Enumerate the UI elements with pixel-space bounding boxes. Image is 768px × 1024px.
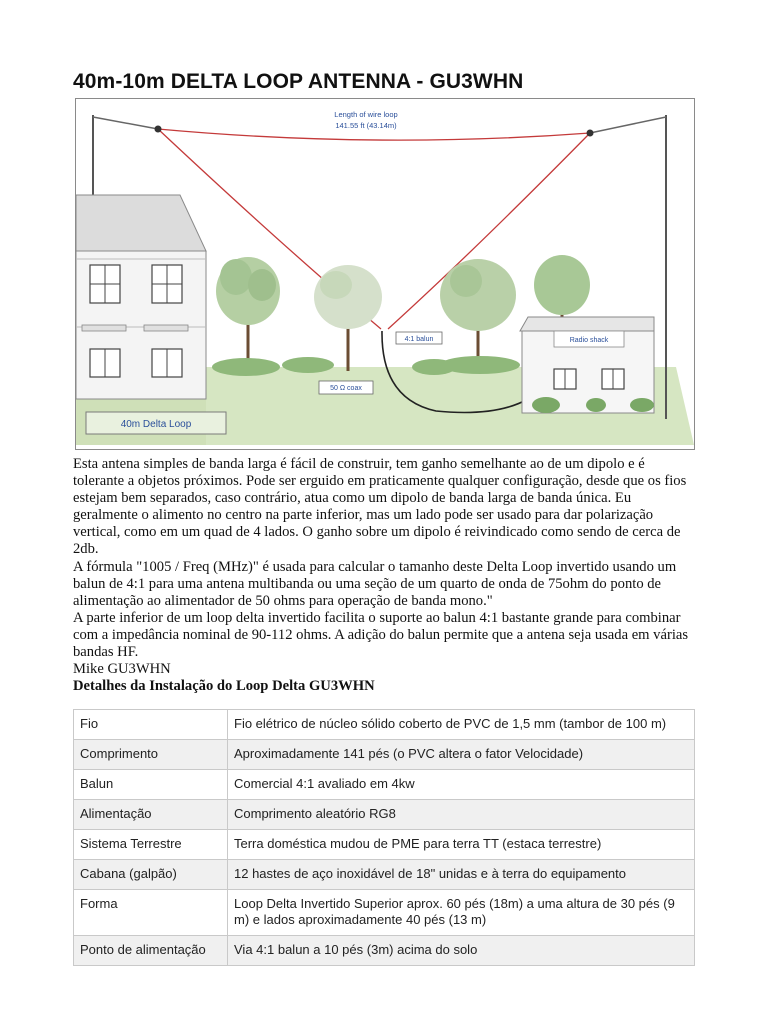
spec-key: Ponto de alimentação (74, 936, 228, 966)
author-signature: Mike GU3WHN (73, 661, 171, 678)
antenna-illustration (75, 98, 695, 450)
paragraph-balun: A parte inferior de um loop delta invertido facilita o suporte ao balun 4:1 bastante grande para combinar com a impedância nominal de 90-112 ohms. A adição do balun permite que a antena seja usada em várias bandas HF. (73, 609, 689, 661)
table-row (74, 770, 695, 800)
spec-value: 12 hastes de aço inoxidável de 18" unidas e à terra do equipamento (228, 860, 695, 890)
spec-value: Aproximadamente 141 pés (o PVC altera o fator Velocidade) (228, 740, 695, 770)
spec-key: Comprimento (74, 740, 228, 770)
insulator-left (155, 126, 162, 133)
tree-left (216, 257, 280, 371)
table-row (74, 860, 695, 890)
paragraph-intro: Esta antena simples de banda larga é fácil de construir, tem ganho semelhante ao de um dipolo e é tolerante a objetos próximos. Pode ser erguido em praticamente qualquer configuração, desde que os fios estejam bem separados, caso contrário, atua como um dipolo de banda larga de banda única. Eu geralmente o alimento no centro na parte inferior, mas um lado pode ser usado para dar polarização vertical, como em um quad de 4 lados. O ganho sobre um dipolo é reivindicado como sendo de cerca de 2db. (73, 456, 687, 558)
insulator-right (587, 130, 594, 137)
spec-key: Fio (74, 710, 228, 740)
table-row (74, 890, 695, 936)
spec-value: Loop Delta Invertido Superior aprox. 60 pés (18m) a uma altura de 30 pés (9 m) e lados aproximadamente 40 pés (13 m) (228, 890, 695, 936)
section-heading: Detalhes da Instalação do Loop Delta GU3WHN (73, 678, 375, 695)
wire-length-label: Length of wire loop (334, 110, 398, 119)
installation-details-table (73, 709, 695, 966)
delta-loop-wire (158, 129, 590, 140)
paragraph-formula: A fórmula "1005 / Freq (MHz)" é usada para calcular o tamanho deste Delta Loop invertido usando um balun de 4:1 para uma antena multibanda ou uma seção de um quarto de onda de 75ohm do ponto de alimentação ao alimentador de 50 ohms para operação de banda mono." (73, 558, 677, 609)
wire-length-value: 141.55 ft (43.14m) (335, 121, 397, 130)
article-body (73, 456, 698, 695)
table-row (74, 830, 695, 860)
table-row (74, 800, 695, 830)
tree-middle (314, 265, 382, 371)
spec-value: Fio elétrico de núcleo sólido coberto de PVC de 1,5 mm (tambor de 100 m) (228, 710, 695, 740)
table-row (74, 710, 695, 740)
spec-value: Terra doméstica mudou de PME para terra TT (estaca terrestre) (228, 830, 695, 860)
spec-value: Comercial 4:1 avaliado em 4kw (228, 770, 695, 800)
table-row (74, 740, 695, 770)
page-title: 40m-10m DELTA LOOP ANTENNA - GU3WHN (73, 70, 524, 93)
balun-label: 4:1 balun (404, 336, 434, 343)
tree-right (440, 259, 516, 371)
spec-key: Sistema Terrestre (74, 830, 228, 860)
spec-key: Balun (74, 770, 228, 800)
coax-label: 50 Ω coax (330, 385, 362, 392)
spec-key: Cabana (galpão) (74, 860, 228, 890)
spec-key: Alimentação (74, 800, 228, 830)
spec-value: Comprimento aleatório RG8 (228, 800, 695, 830)
loop-caption: 40m Delta Loop (120, 419, 192, 430)
house-left (76, 195, 206, 399)
spec-key: Forma (74, 890, 228, 936)
shack-label: Radio shack (569, 337, 609, 344)
spec-value: Via 4:1 balun a 10 pés (3m) acima do solo (228, 936, 695, 966)
table-row (74, 936, 695, 966)
